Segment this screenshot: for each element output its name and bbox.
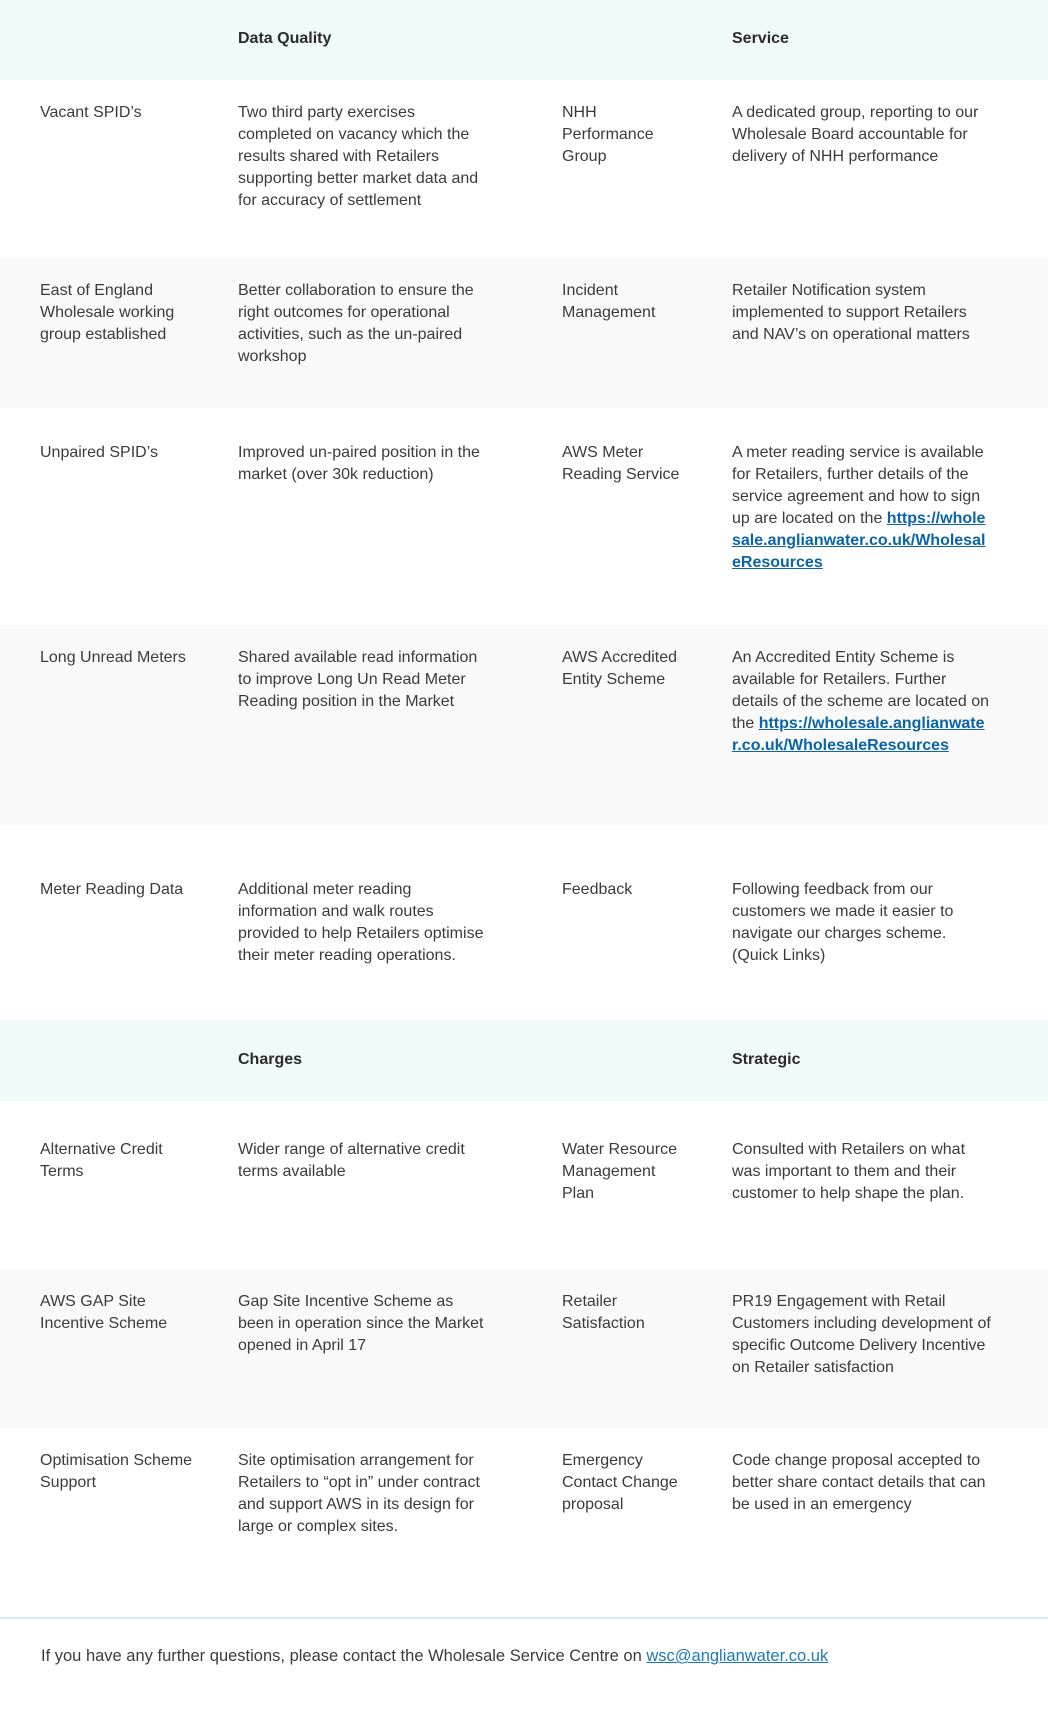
table-row: [0, 258, 1048, 408]
row-description: An Accredited Entity Scheme is available for Retailers. Further details of the scheme are located on the: [732, 649, 990, 732]
row-detail: Gap Site Incentive Scheme as been in operation since the Market opened in April 17: [238, 1293, 484, 1354]
row-title: Vacant SPID’s: [40, 104, 142, 121]
row-detail: Shared available read information to improve Long Un Read Meter Reading position in the Market: [238, 649, 478, 710]
row-title: Long Unread Meters: [40, 649, 186, 666]
row-description: Consulted with Retailers on what was important to them and their customer to help shape the plan.: [732, 1141, 966, 1202]
row-item: Emergency Contact Change proposal: [562, 1452, 678, 1513]
row-title: Alternative Credit Terms: [40, 1141, 163, 1180]
wholesale-resources-link[interactable]: https://wholesale.anglianwater.co.uk/WholesaleResources: [732, 715, 985, 754]
row-title: Optimisation Scheme Support: [40, 1452, 193, 1491]
table-row: [0, 408, 1048, 625]
footer-message: If you have any further questions, please contact the Wholesale Service Centre on: [41, 1647, 642, 1665]
row-item: AWS Meter Reading Service: [562, 444, 680, 483]
column-header-service: Service: [732, 30, 789, 47]
wholesale-resources-link[interactable]: https://wholesale.anglianwater.co.uk/WholesaleResources: [732, 510, 986, 571]
table-row: [0, 1428, 1048, 1617]
row-item: NHH Performance Group: [562, 104, 654, 165]
column-header-strategic: Strategic: [732, 1051, 801, 1068]
row-description: Following feedback from our customers we made it easier to navigate our charges scheme. (Quick Links): [732, 881, 954, 964]
row-item: Retailer Satisfaction: [562, 1293, 645, 1332]
row-description-block: [732, 647, 994, 757]
row-description-block: [732, 442, 994, 574]
row-detail: Improved un-paired position in the market (over 30k reduction): [238, 444, 480, 483]
row-item: Incident Management: [562, 282, 656, 321]
row-description: Retailer Notification system implemented to support Retailers and NAV’s on operational matters: [732, 282, 970, 343]
footer-divider: [0, 1617, 1048, 1619]
row-description: Code change proposal accepted to better share contact details that can be used in an emergency: [732, 1452, 986, 1513]
table-row: [0, 625, 1048, 825]
row-item: Feedback: [562, 881, 633, 898]
row-title: East of England Wholesale working group established: [40, 282, 175, 343]
row-title: Unpaired SPID’s: [40, 444, 158, 461]
footer-contact: [41, 1645, 1041, 1667]
table-row: [0, 825, 1048, 1020]
row-detail: Two third party exercises completed on vacancy which the results shared with Retailers supporting better market data and for accuracy of settlement: [238, 104, 479, 209]
section-header-data-quality-service: [0, 0, 1048, 80]
row-detail: Additional meter reading information and walk routes provided to help Retailers optimise their meter reading operations.: [238, 881, 484, 964]
row-item: Water Resource Management Plan: [562, 1141, 677, 1202]
row-title: AWS GAP Site Incentive Scheme: [40, 1293, 168, 1332]
row-description: A meter reading service is available for Retailers, further details of the service agreement and how to sign up are located on the: [732, 444, 984, 527]
row-detail: Site optimisation arrangement for Retailers to “opt in” under contract and support AWS in its design for large or complex sites.: [238, 1452, 480, 1535]
row-detail: Wider range of alternative credit terms available: [238, 1141, 465, 1180]
section-header-charges-strategic: [0, 1020, 1048, 1101]
row-detail: Better collaboration to ensure the right outcomes for operational activities, such as the un-paired workshop: [238, 282, 474, 365]
table-row: [0, 1269, 1048, 1428]
row-item: AWS Accredited Entity Scheme: [562, 649, 678, 688]
contact-email-link[interactable]: wsc@anglianwater.co.uk: [646, 1647, 829, 1665]
row-title: Meter Reading Data: [40, 881, 184, 898]
row-description: PR19 Engagement with Retail Customers including development of specific Outcome Delivery Incentive on Retailer satisfaction: [732, 1293, 991, 1376]
row-description: A dedicated group, reporting to our Wholesale Board accountable for delivery of NHH performance: [732, 104, 979, 165]
table-row: [0, 80, 1048, 258]
column-header-data-quality: Data Quality: [238, 30, 332, 47]
table-row: [0, 1101, 1048, 1269]
column-header-charges: Charges: [238, 1051, 303, 1068]
